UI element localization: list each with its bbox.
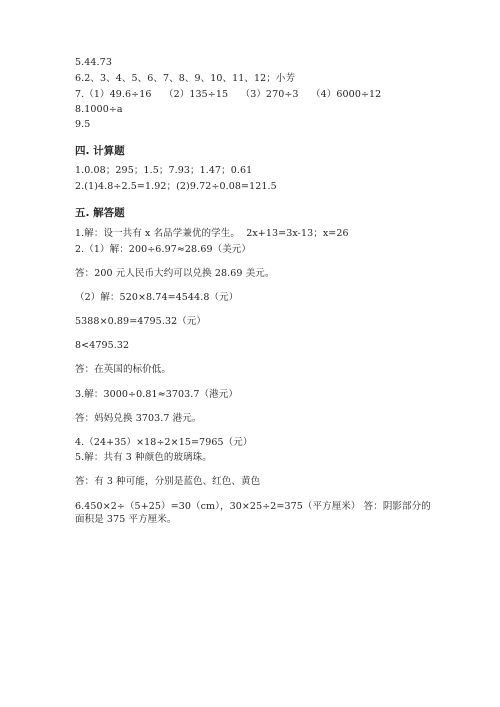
solution-line-9: 答：妈妈兑换 3703.7 港元。 — [75, 413, 202, 424]
solution-line-4: （2）解：520×8.74=4544.8（元） — [75, 292, 239, 303]
solution-line-11: 5.解：共有 3 种颜色的玻璃珠。 — [75, 452, 212, 463]
calc-line-1: 1.0.08；295；1.5；7.93；1.47；0.61 — [75, 165, 253, 176]
solution-line-12: 答：有 3 种可能，分别是蓝色、红色、黄色 — [75, 476, 261, 487]
section-heading-solutions: 五. 解答题 — [75, 207, 125, 219]
solution-line-6: 8<4795.32 — [75, 340, 130, 351]
answer-line-5: 5.44.73 — [75, 57, 112, 68]
solution-line-13: 6.450×2÷（5+25）=30（cm），30×25÷2=375（平方厘米） 答：阴影部分的面积是 375 平方厘米。 — [75, 501, 431, 525]
answer-line-9: 9.5 — [75, 119, 91, 130]
solution-line-1: 1.解：设一共有 x 名品学兼优的学生。 2x+13=3x-13；x=26 — [75, 228, 349, 239]
section-heading-calculation: 四. 计算题 — [75, 145, 125, 157]
answer-line-6: 6.2、3、4、5、6、7、8、9、10、11、12；小芳 — [75, 73, 296, 84]
answer-line-7: 7.（1）49.6÷16 （2）135÷15 （3）270÷3 （4）6000÷12 — [75, 89, 382, 100]
solution-line-3: 答：200 元人民币大约可以兑换 28.69 美元。 — [75, 268, 275, 279]
solution-line-7: 答：在英国的标价低。 — [75, 364, 172, 375]
calc-line-2: 2.(1)4.8÷2.5=1.92；(2)9.72÷0.08=121.5 — [75, 181, 277, 192]
answer-line-8: 8.1000÷a — [75, 104, 123, 115]
solution-line-8: 3.解：3000÷0.81≈3703.7（港元） — [75, 389, 238, 400]
solution-line-5: 5388×0.89=4795.32（元） — [75, 316, 207, 327]
solution-line-2: 2.（1）解：200÷6.97≈28.69（美元） — [75, 244, 252, 255]
solution-line-10: 4.（24+35）×18÷2×15=7965（元） — [75, 437, 253, 448]
